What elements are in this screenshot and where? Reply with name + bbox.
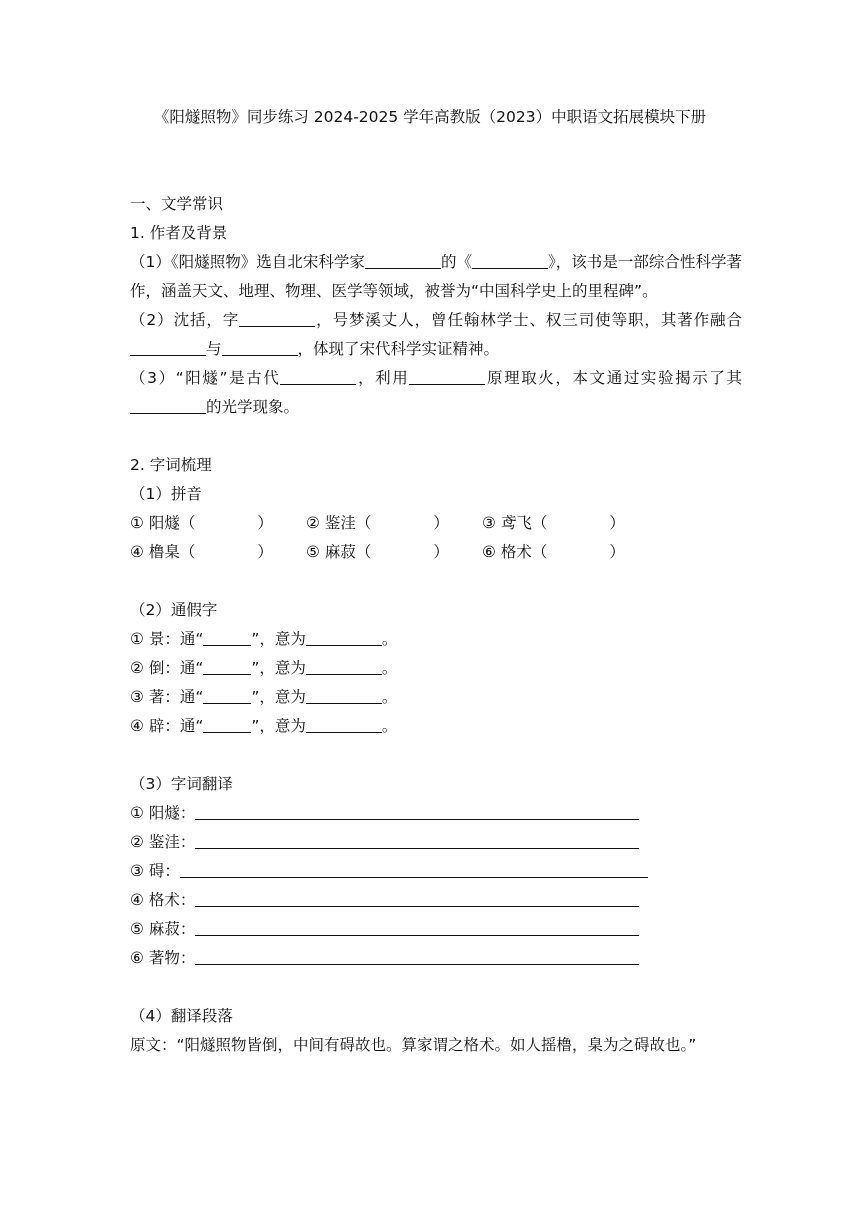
pinyin-heading: （1）拼音 [130, 485, 202, 503]
page-title: 《阳燧照物》同步练习 2024-2025 学年高教版（2023）中职语文拓展模块下册 [153, 108, 707, 126]
answer-blank[interactable] [472, 252, 548, 269]
answer-blank[interactable] [306, 629, 382, 646]
translate-word-item: ③ 碍： [130, 857, 742, 886]
section-heading-vocabulary: 2. 字词梳理 [130, 456, 212, 474]
pinyin-item: ⑥ 格术（ ） [482, 543, 625, 561]
answer-line[interactable] [195, 803, 639, 820]
answer-line[interactable] [195, 948, 639, 965]
tongjia-item: ④ 辟：通“ ”，意为 。 [130, 717, 398, 735]
answer-line[interactable] [180, 861, 648, 878]
section-heading-literature: 一、文学常识 [130, 195, 224, 213]
answer-blank[interactable] [306, 687, 382, 704]
answer-blank[interactable] [203, 629, 251, 646]
question-1-1: （1）《阳燧照物》选自北宋科学家 的《 》，该书是一部综合性科学著作，涵盖天文、地理、物理、医学等领域，被誉为“中国科学史上的里程碑”。 [130, 253, 742, 300]
pinyin-item: ⑤ 麻菽（ ） [306, 543, 449, 561]
worksheet-content [130, 190, 742, 1060]
pinyin-item: ③ 鸢飞（ ） [482, 514, 625, 532]
answer-blank[interactable] [306, 658, 382, 675]
answer-blank[interactable] [203, 716, 251, 733]
answer-blank[interactable] [365, 252, 441, 269]
translate-word-item: ① 阳燧： [130, 799, 742, 828]
tongjia-item: ① 景：通“ ”，意为 。 [130, 630, 398, 648]
answer-blank[interactable] [130, 397, 206, 414]
answer-blank[interactable] [203, 658, 251, 675]
translate-word-item: ② 鉴洼： [130, 828, 742, 857]
translate-paragraph-heading: （4）翻译段落 [130, 1007, 233, 1025]
tongjia-heading: （2）通假字 [130, 601, 218, 619]
answer-line[interactable] [195, 919, 639, 936]
answer-blank[interactable] [130, 339, 206, 356]
original-text: 原文：“阳燧照物皆倒，中间有碍故也。算家谓之格术。如人摇橹，臬为之碍故也。” [130, 1036, 697, 1054]
answer-blank[interactable] [222, 339, 298, 356]
tongjia-item: ② 倒：通“ ”，意为 。 [130, 659, 398, 677]
question-1-3: （3）“阳燧”是古代 ，利用 原理取火，本文通过实验揭示了其的光学现象。 [130, 369, 742, 416]
translate-word-item: ⑥ 著物： [130, 944, 742, 973]
pinyin-row [130, 538, 742, 567]
pinyin-item: ④ 橹臬（ ） [130, 543, 273, 561]
pinyin-item: ① 阳燧（ ） [130, 514, 273, 532]
answer-blank[interactable] [239, 310, 315, 327]
answer-blank[interactable] [306, 716, 382, 733]
pinyin-row [130, 509, 742, 538]
translate-words-heading: （3）字词翻译 [130, 775, 233, 793]
answer-line[interactable] [195, 890, 639, 907]
translate-word-item: ⑤ 麻菽： [130, 915, 742, 944]
answer-line[interactable] [195, 832, 639, 849]
answer-blank[interactable] [280, 368, 356, 385]
tongjia-item: ③ 著：通“ ”，意为 。 [130, 688, 398, 706]
pinyin-item: ② 鉴洼（ ） [306, 514, 449, 532]
translate-word-item: ④ 格术： [130, 886, 742, 915]
answer-blank[interactable] [203, 687, 251, 704]
answer-blank[interactable] [409, 368, 485, 385]
subsection-heading-author: 1. 作者及背景 [130, 224, 228, 242]
question-1-2: （2）沈括，字 ，号梦溪丈人，曾任翰林学士、权三司使等职，其著作融合与 ，体现了宋代科学实证精神。 [130, 311, 742, 358]
